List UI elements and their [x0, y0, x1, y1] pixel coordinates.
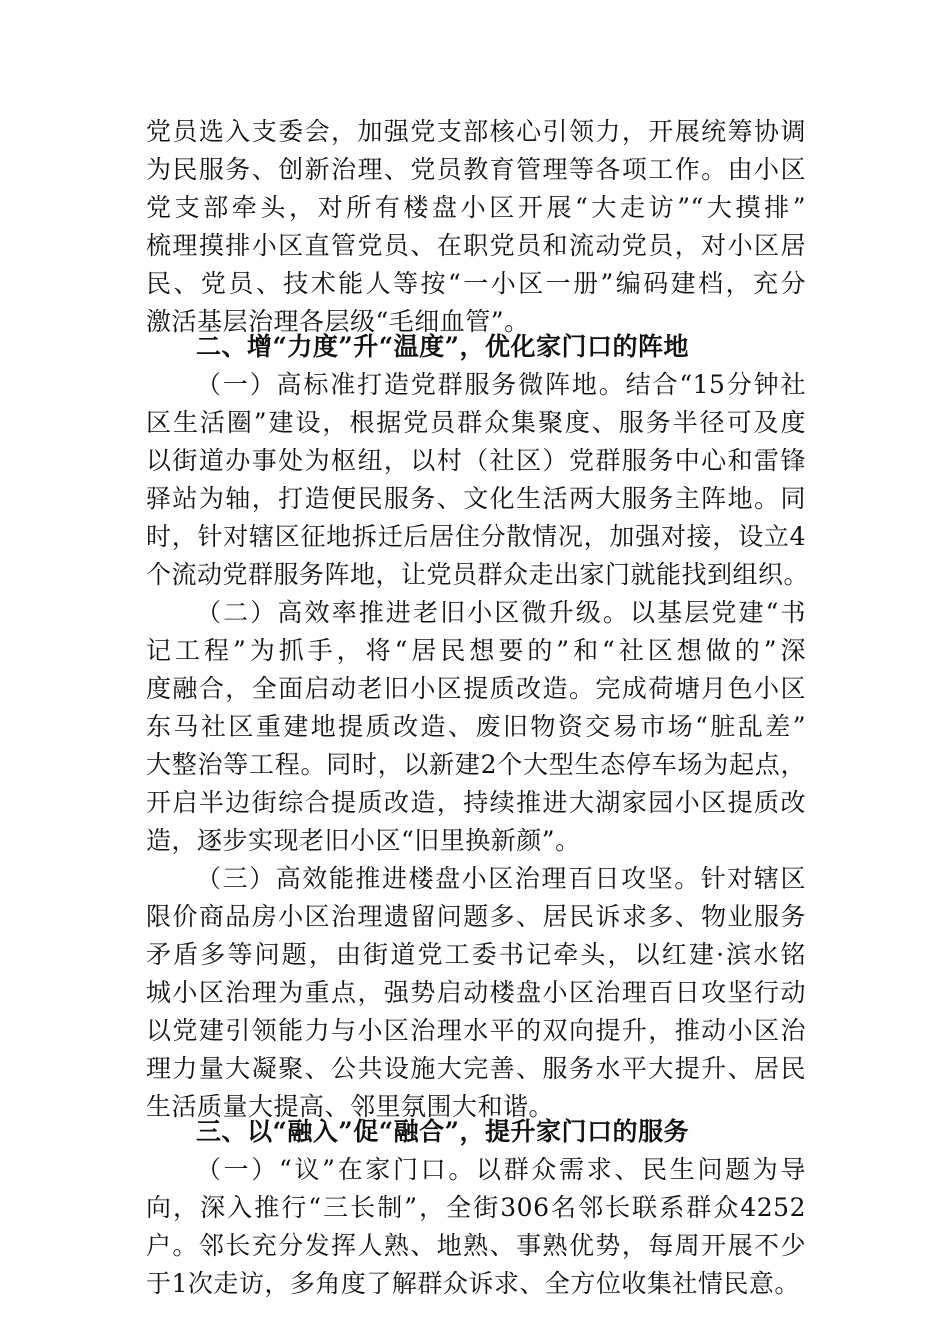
paragraph-line: （二）高效率推进老旧小区微升级。以基层党建“书	[196, 598, 806, 627]
paragraph-line: 区生活圈”建设，根据党员群众集聚度、服务半径可及度	[146, 408, 806, 437]
paragraph-line: 限价商品房小区治理遗留问题多、居民诉求多、物业服务	[146, 902, 806, 931]
paragraph-line: 于1次走访，多角度了解群众诉求、全方位收集社情民意。	[146, 1269, 800, 1298]
paragraph-line: 度融合，全面启动老旧小区提质改造。完成荷塘月色小区	[146, 674, 806, 703]
paragraph-line: 民、党员、技术能人等按“一小区一册”编码建档，充分	[146, 269, 806, 298]
paragraph-line: 为民服务、创新治理、党员教育管理等各项工作。由小区	[146, 155, 806, 184]
paragraph-line: 党员选入支委会，加强党支部核心引领力，开展统筹协调	[146, 117, 806, 146]
paragraph-line: 大整治等工程。同时，以新建2个大型生态停车场为起点，	[146, 750, 806, 779]
paragraph-line: 东马社区重建地提质改造、废旧物资交易市场“脏乱差”	[146, 712, 806, 741]
paragraph-line: 户。邻长充分发挥人熟、地熟、事熟优势，每周开展不少	[146, 1231, 806, 1260]
paragraph-line: 以党建引领能力与小区治理水平的双向提升，推动小区治	[146, 1016, 806, 1045]
section-heading: 二、增“力度”升“温度”，优化家门口的阵地	[196, 332, 690, 361]
paragraph-line: 党支部牵头，对所有楼盘小区开展“大走访”“大摸排”	[146, 193, 806, 222]
paragraph-line: 城小区治理为重点，强势启动楼盘小区治理百日攻坚行动	[146, 978, 806, 1007]
paragraph-line: 造，逐步实现老旧小区“旧里换新颜”。	[146, 826, 581, 855]
paragraph-line: 激活基层治理各层级“毛细血管”。	[146, 307, 530, 336]
paragraph-line: 个流动党群服务阵地，让党员群众走出家门就能找到组织。	[146, 560, 810, 589]
paragraph-line: 以街道办事处为枢纽，以村（社区）党群服务中心和雷锋	[146, 446, 806, 475]
paragraph-line: 生活质量大提高、邻里氛围大和谐。	[146, 1092, 555, 1121]
paragraph-line: 时，针对辖区征地拆迁后居住分散情况，加强对接，设立4	[146, 522, 806, 551]
paragraph-line: 矛盾多等问题，由街道党工委书记牵头，以红建·滨水铭	[146, 940, 806, 969]
section-heading: 三、以“融入”促“融合”，提升家门口的服务	[196, 1117, 690, 1146]
paragraph-line: 理力量大凝聚、公共设施大完善、服务水平大提升、居民	[146, 1054, 806, 1083]
paragraph-line: （一）“议”在家门口。以群众需求、民生问题为导	[196, 1155, 806, 1184]
paragraph-line: （三）高效能推进楼盘小区治理百日攻坚。针对辖区	[196, 864, 806, 893]
paragraph-line: 驿站为轴，打造便民服务、文化生活两大服务主阵地。同	[146, 484, 806, 513]
paragraph-line: 梳理摸排小区直管党员、在职党员和流动党员，对小区居	[146, 231, 806, 260]
paragraph-line: （一）高标准打造党群服务微阵地。结合“15分钟社	[196, 370, 806, 399]
paragraph-line: 记工程”为抓手，将“居民想要的”和“社区想做的”深	[146, 636, 806, 665]
paragraph-line: 开启半边街综合提质改造，持续推进大湖家园小区提质改	[146, 788, 806, 817]
paragraph-line: 向，深入推行“三长制”，全街306名邻长联系群众4252	[146, 1193, 806, 1222]
